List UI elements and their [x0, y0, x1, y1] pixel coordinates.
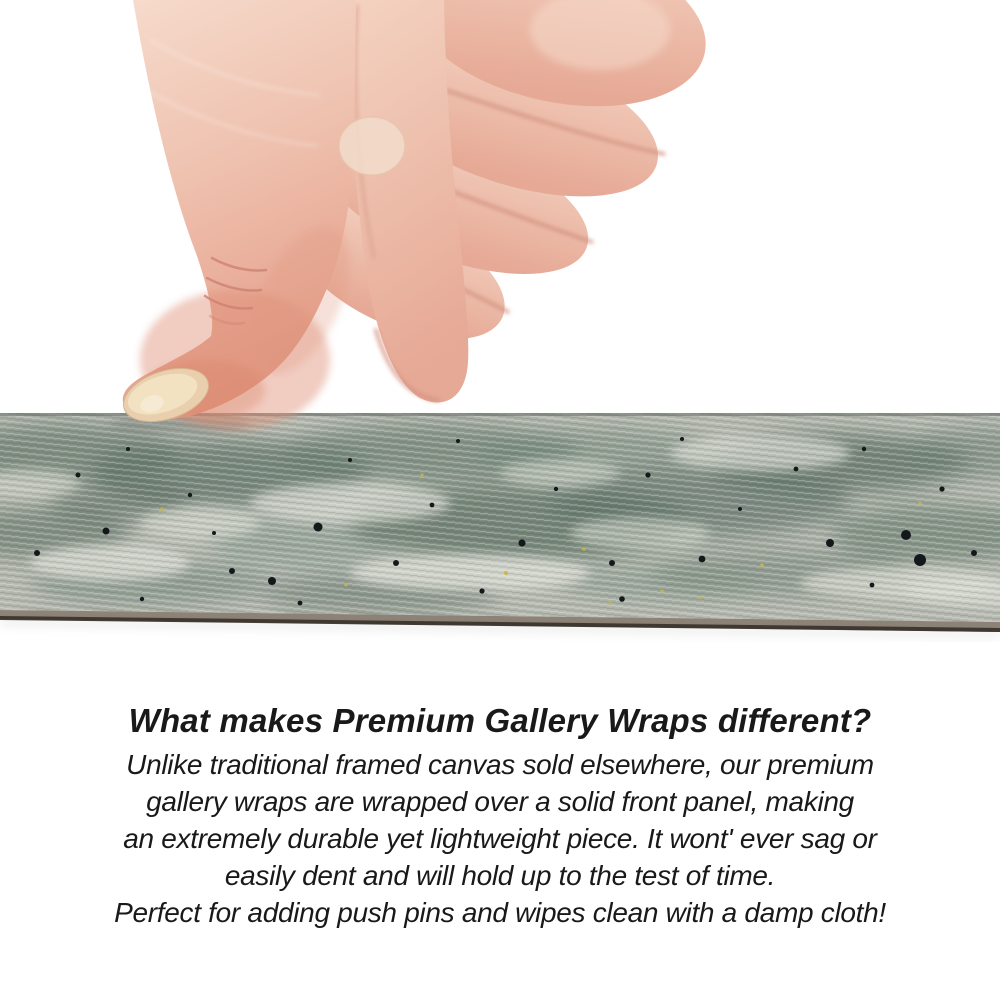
body-line-2: gallery wraps are wrapped over a solid front panel, making	[146, 786, 854, 817]
body-line-5: Perfect for adding push pins and wipes clean with a damp cloth!	[114, 897, 886, 928]
body-line-1: Unlike traditional framed canvas sold elsewhere, our premium	[126, 749, 874, 780]
headline: What makes Premium Gallery Wraps different?	[128, 702, 872, 739]
marketing-text	[25, 700, 975, 931]
hand-photo	[0, 0, 1000, 452]
body-line-3: an extremely durable yet lightweight piece. It wont' ever sag or	[123, 823, 877, 854]
thumb	[123, 0, 370, 430]
body-line-4: easily dent and will hold up to the test of time.	[224, 860, 776, 891]
finger-nail	[339, 117, 405, 175]
